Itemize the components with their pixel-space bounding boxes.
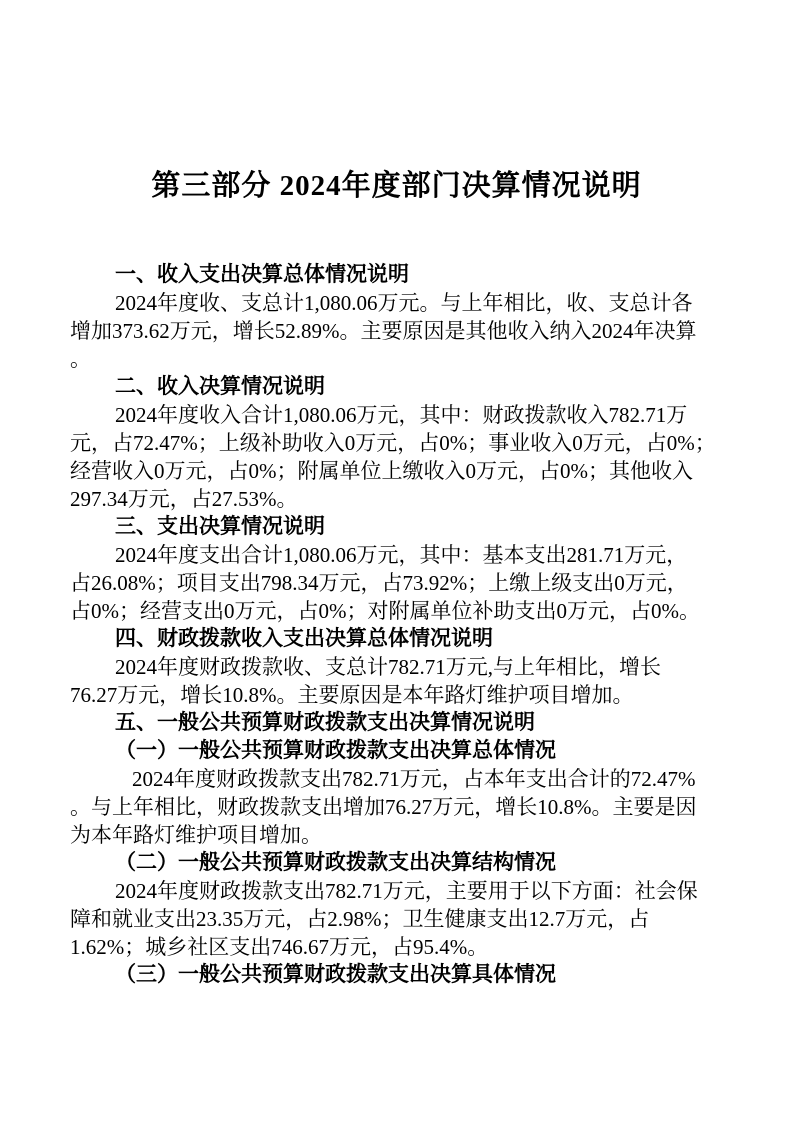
section-heading: （三）一般公共预算财政拨款支出决算具体情况 bbox=[115, 963, 556, 986]
paragraph-line: 元，占72.47%；上级补助收入0万元，占0%；事业收入0万元，占0%； bbox=[70, 431, 716, 455]
section-heading: 五、一般公共预算财政拨款支出决算情况说明 bbox=[115, 711, 535, 734]
section-income-details bbox=[70, 373, 725, 513]
subsection-structure-situation bbox=[70, 849, 725, 961]
paragraph-line: 2024年度财政拨款收、支总计782.71万元,与上年相比，增长 bbox=[115, 655, 661, 679]
paragraph-line: 增加373.62万元，增长52.89%。主要原因是其他收入纳入2024年决算 bbox=[70, 319, 697, 343]
section-heading: 四、财政拨款收入支出决算总体情况说明 bbox=[115, 627, 493, 650]
paragraph-line: 障和就业支出23.35万元，占2.98%；卫生健康支出12.7万元，占 bbox=[70, 907, 650, 931]
page-title: 第三部分 2024年度部门决算情况说明 bbox=[151, 170, 642, 202]
section-heading: 三、支出决算情况说明 bbox=[115, 515, 325, 538]
section-heading: 一、收入支出决算总体情况说明 bbox=[115, 263, 409, 286]
paragraph-line: 2024年度财政拨款支出782.71万元，主要用于以下方面：社会保 bbox=[115, 879, 698, 903]
section-heading: 二、收入决算情况说明 bbox=[115, 375, 325, 398]
paragraph-line: 2024年度收入合计1,080.06万元，其中：财政拨款收入782.71万 bbox=[115, 403, 688, 427]
paragraph-line: 。 bbox=[70, 347, 91, 371]
subsection-specific-situation bbox=[70, 961, 725, 989]
paragraph-line: 2024年度支出合计1,080.06万元，其中：基本支出281.71万元， bbox=[115, 543, 688, 567]
paragraph-line: 经营收入0万元，占0%；附属单位上缴收入0万元，占0%；其他收入 bbox=[70, 459, 693, 483]
paragraph-line: 297.34万元，占27.53%。 bbox=[70, 487, 298, 511]
document-body bbox=[0, 261, 793, 989]
paragraph-line: 2024年度收、支总计1,080.06万元。与上年相比，收、支总计各 bbox=[115, 291, 693, 315]
subsection-overall-situation bbox=[70, 737, 725, 849]
paragraph-line: 76.27万元，增长10.8%。主要原因是本年路灯维护项目增加。 bbox=[70, 683, 634, 707]
section-heading: （二）一般公共预算财政拨款支出决算结构情况 bbox=[115, 851, 556, 874]
paragraph-line: 占0%；经营支出0万元，占0%；对附属单位补助支出0万元，占0%。 bbox=[70, 599, 700, 623]
section-fiscal-appropriation-overview bbox=[70, 625, 725, 709]
paragraph-line: 1.62%；城乡社区支出746.67万元，占95.4%。 bbox=[70, 935, 489, 959]
section-expenditure-details bbox=[70, 513, 725, 625]
section-income-expenditure-overview bbox=[70, 261, 725, 373]
paragraph-line: 为本年路灯维护项目增加。 bbox=[70, 823, 322, 847]
paragraph-line: 2024年度财政拨款支出782.71万元，占本年支出合计的72.47% bbox=[132, 767, 696, 791]
paragraph-line: 。与上年相比，财政拨款支出增加76.27万元，增长10.8%。主要是因 bbox=[70, 795, 697, 819]
section-heading: （一）一般公共预算财政拨款支出决算总体情况 bbox=[115, 739, 556, 762]
section-general-public-budget bbox=[70, 709, 725, 737]
paragraph-line: 占26.08%；项目支出798.34万元，占73.92%；上缴上级支出0万元， bbox=[70, 571, 688, 595]
